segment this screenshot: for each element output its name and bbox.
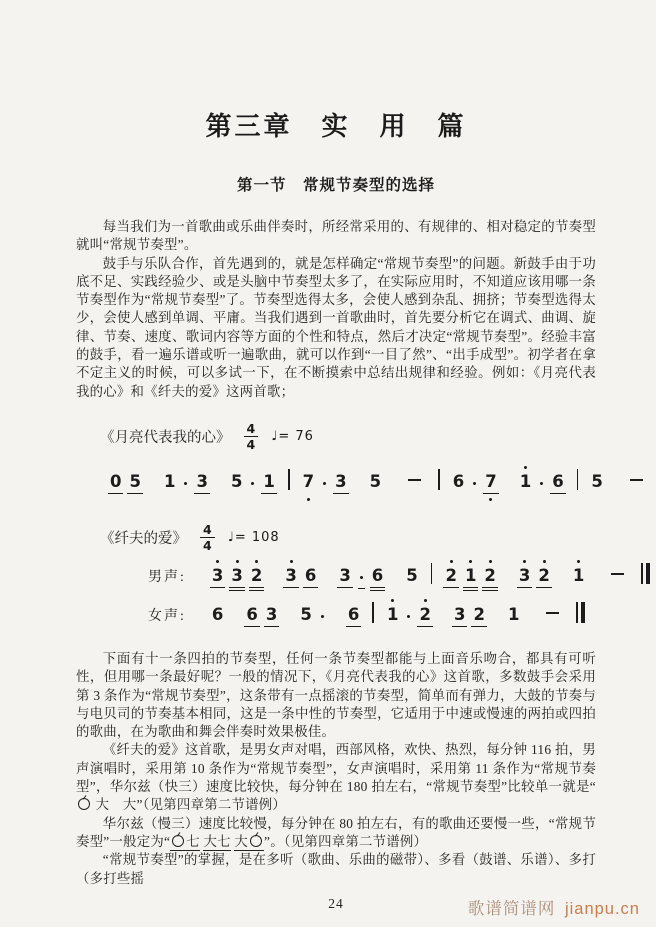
watermark [468,895,640,919]
jianpu-note: 3 [517,566,532,588]
octave-dot-above [255,560,258,563]
jianpu-note: 6 [211,604,224,624]
jianpu-note: 6 [346,605,361,627]
jianpu-note: 2 [417,605,432,627]
paragraph-4: 《纤夫的爱》这首歌，是男女声对唱，西部风格，欢快、热烈，每分钟 116 拍，男声演唱时，采用第 10 条作为“常规节奏型”，女声演唱时，采用第 11 条作为“常规节奏型”，华尔兹（快三）速度比较快，每分钟在 180 拍左右，“常规节奏型”比较单一就是“ 大 大”（见第四章第二节谱例） [76,742,596,813]
jianpu-note: 3 [194,472,209,494]
jianpu-note: 2 [482,566,497,588]
underlined-beat-group: 大 [234,834,264,851]
jianpu-note: 5 [591,471,603,491]
paragraph-2: 鼓手与乐队合作，首先遇到的，就是怎样确定“常规节奏型”的问题。新鼓手由于功底不足、实践经验少、或是头脑中节奏型太多了，在实际应用时，不知道应该用哪一条节奏型作为“常规节奏型”了。节奏型选得太多，会使人感到杂乱、拥挤；节奏型选得太少，会使人感到单调、平庸。当我们遇到一首歌曲时，首先要分析它在调式、曲调、旋律、节奏、速度、歌词内容等方面的个性和特点，然后才决定“常规节奏型”。经验丰富的鼓手，看一遍乐谱或听一遍歌曲，就可以作到“一目了然”、“出手成型”。初学者在拿不定主义的时候，可以多试一下，在不断摸索中总结出规律和经验。例如：《月亮代表我的心》和《纤夫的爱》这两首歌； [76,255,596,399]
octave-dot-above [523,560,526,563]
jianpu-note: 5 [406,565,418,585]
jianpu-note: 6 [370,566,385,588]
duration-dot [321,474,328,494]
jianpu-note: 2 [471,605,486,627]
song1-title: 《月亮代表我的心》 [100,430,231,447]
barline [288,469,290,490]
jianpu-note: 1 [261,472,276,494]
underlined-beat-group: 七 [170,834,200,851]
octave-dot-above [290,560,293,563]
song2-tempo: ♩= 108 [227,530,280,546]
octave-dot-above [424,599,427,602]
female-voice-label: 女声: [148,608,186,624]
song2-header [100,523,596,553]
time-signature-denominator: 4 [203,538,212,554]
jianpu-note: 7 [483,472,498,494]
watermark-site-name: 歌谱简谱网 [467,900,556,918]
barline [431,563,433,584]
jianpu-line-song1 [106,460,603,494]
female-voice-row [148,602,596,627]
duration-dot [249,474,256,494]
jianpu-note: 2 [536,566,551,588]
jianpu-note: 5 [369,471,382,491]
song2-title: 《纤夫的爱》 [100,531,187,548]
duration-dot [405,607,412,627]
jianpu-note: 1 [507,604,520,624]
drum-circle-icon [250,835,262,847]
duration-dot [358,568,365,589]
jianpu-note: 7 [301,472,316,493]
underlined-beat-group: 大七 [203,833,231,849]
song1-tempo: ♩= 76 [271,429,314,445]
octave-dot-below [489,498,492,501]
jianpu-note: 1 [163,471,176,491]
half-note-dash [546,612,559,614]
drum-circle-icon [172,835,184,847]
jianpu-note: 1 [571,566,586,587]
time-signature-numerator: 4 [200,523,215,539]
page-number: 24 [328,895,344,911]
jianpu-note: 6 [452,471,465,491]
duration-dot [182,474,189,494]
time-signature-denominator: 4 [246,437,256,453]
jianpu-note: 1 [385,605,400,626]
jianpu-line-female [208,598,585,624]
jianpu-note: 0 [108,472,123,494]
octave-dot-above [216,560,219,563]
jianpu-note: 3 [283,566,298,588]
octave-dot-above [577,560,580,563]
paragraph-3: 下面有十一条四拍的节奏型，任何一条节奏型都能与上面音乐吻合，都具有可听性，但用哪一条最好呢？一般的情况下，《月亮代表我的心》这首歌，多数鼓手会采用第 3 条作为“常规节奏型”，这条带有一点摇滚的节奏型，简单而有弹力，大鼓的节奏与与电贝司的节奏基本相同，这是一条中性的节奏型，它适用于中速或慢速的两拍或四拍的歌曲，在为歌曲和舞会伴奏时效果极佳。 [76,650,596,740]
duration-dot [471,474,478,494]
final-barline [576,602,585,623]
duration-dot [319,607,326,627]
male-voice-label: 男声: [148,569,186,585]
jianpu-note: 6 [244,605,259,627]
half-note-dash [408,479,421,481]
jianpu-note: 2 [249,566,264,588]
jianpu-note: 2 [443,566,458,588]
drum-circle-icon [78,798,90,810]
male-voice-row [148,563,596,589]
half-note-dash [630,479,643,481]
octave-dot-below [307,498,310,501]
jianpu-note: 3 [264,605,279,627]
jianpu-note: 3 [229,566,244,588]
jianpu-note: 6 [303,566,318,588]
jianpu-note: 5 [230,471,243,491]
jianpu-note: 3 [452,605,467,627]
octave-dot-above [489,560,492,563]
jianpu-note: 6 [550,472,565,494]
watermark-site-url: jianpu.cn [564,900,640,918]
octave-dot-above [543,560,546,563]
final-barline [641,563,650,584]
half-note-dash [611,573,624,575]
song2-time-signature [200,523,215,553]
jianpu-note: 5 [300,604,312,624]
jianpu-line-male [208,559,650,585]
octave-dot-above [236,560,239,563]
paragraph-5: 华尔兹（慢三）速度比较慢，每分钟在 80 拍左右，有的歌曲还要慢一些，“常规节奏型”一般定为“ 七 大七 大 ”。（见第四章第二节谱例） [76,815,596,849]
duration-dot [538,474,545,494]
section-title: 第一节 常规节奏型的选择 [236,177,435,194]
octave-dot-above [469,560,472,563]
jianpu-note: 3 [337,566,352,588]
jianpu-note: 5 [127,472,142,494]
song1-header [100,422,596,452]
time-signature-numerator: 4 [244,422,259,438]
barline [438,469,440,490]
jianpu-note: 1 [463,566,478,588]
octave-dot-above [524,466,527,469]
barline [577,469,579,490]
jianpu-note: 3 [210,566,225,588]
song1-time-signature [244,422,259,452]
jianpu-note: 1 [518,472,533,493]
jianpu-note: 3 [333,472,348,494]
paragraph-6: “常规节奏型”的掌握，是在多听（歌曲、乐曲的磁带）、多看（鼓谱、乐谱）、多打（多打些摇 [76,852,596,886]
barline [372,602,374,623]
octave-dot-above [450,560,453,563]
octave-dot-above [391,599,394,602]
paragraph-1: 每当我们为一首歌曲或乐曲伴奏时，所经常采用的、有规律的、相对稳定的节奏型就叫“常规节奏型”。 [76,219,596,253]
chapter-title: 第三章 实 用 篇 [205,112,467,141]
